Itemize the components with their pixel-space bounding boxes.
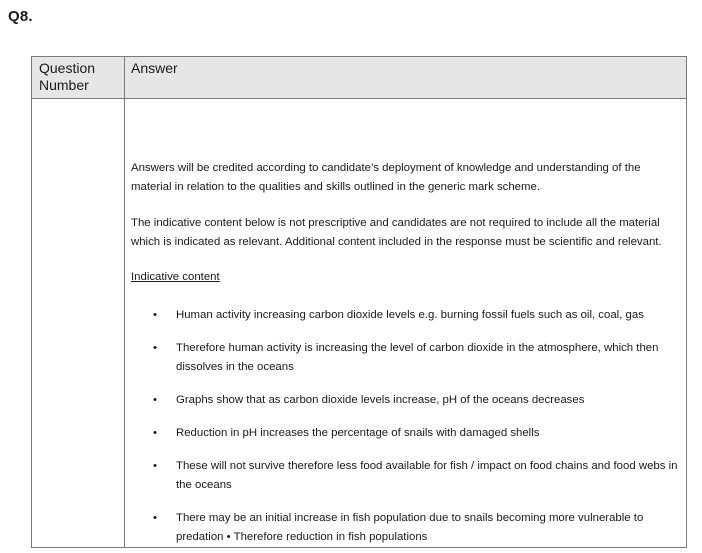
point-text: Human activity increasing carbon dioxide levels e.g. burning fossil fuels such as oil, coal, gas	[176, 309, 644, 321]
list-item	[131, 391, 678, 410]
list-item	[131, 457, 678, 495]
intro-paragraph: Answers will be credited according to candidate’s deployment of knowledge and understanding of the material in relation to the qualities and skills outlined in the generic mark scheme.	[131, 162, 641, 193]
table-header-row	[32, 57, 687, 99]
list-item	[131, 509, 678, 547]
point-text: Therefore human activity is increasing the level of carbon dioxide in the atmosphere, which then dissolves in the oceans	[176, 342, 659, 373]
mark-scheme-table	[31, 56, 687, 548]
bullet-icon: •	[153, 342, 157, 354]
header-answer: Answer	[125, 57, 687, 99]
list-item	[131, 424, 678, 443]
bullet-icon: •	[153, 394, 157, 406]
list-item	[131, 339, 678, 377]
guidance-paragraph: The indicative content below is not prescriptive and candidates are not required to include all the material which is indicated as relevant. Additional content included in the response must be scientific and relevant.	[131, 217, 662, 248]
question-label: Q8.	[8, 8, 33, 25]
bullet-icon: •	[153, 427, 157, 439]
bullet-icon: •	[153, 460, 157, 472]
indicative-content-heading: Indicative content	[131, 271, 220, 283]
point-text: Reduction in pH increases the percentage of snails with damaged shells	[176, 427, 540, 439]
table-body-row	[32, 99, 687, 548]
bullet-icon: •	[153, 512, 157, 524]
indicative-points-list	[131, 306, 678, 547]
point-text: Graphs show that as carbon dioxide levels increase, pH of the oceans decreases	[176, 394, 585, 406]
answer-cell	[125, 99, 687, 548]
bullet-icon: •	[153, 309, 157, 321]
point-text: These will not survive therefore less food available for fish / impact on food chains and food webs in the oceans	[176, 460, 678, 491]
question-number-cell	[32, 99, 125, 548]
list-item	[131, 306, 678, 325]
header-question-number: Question Number	[32, 57, 125, 99]
point-text: There may be an initial increase in fish population due to snails becoming more vulnerable to predation • Therefore reduction in fish populations	[176, 512, 644, 543]
